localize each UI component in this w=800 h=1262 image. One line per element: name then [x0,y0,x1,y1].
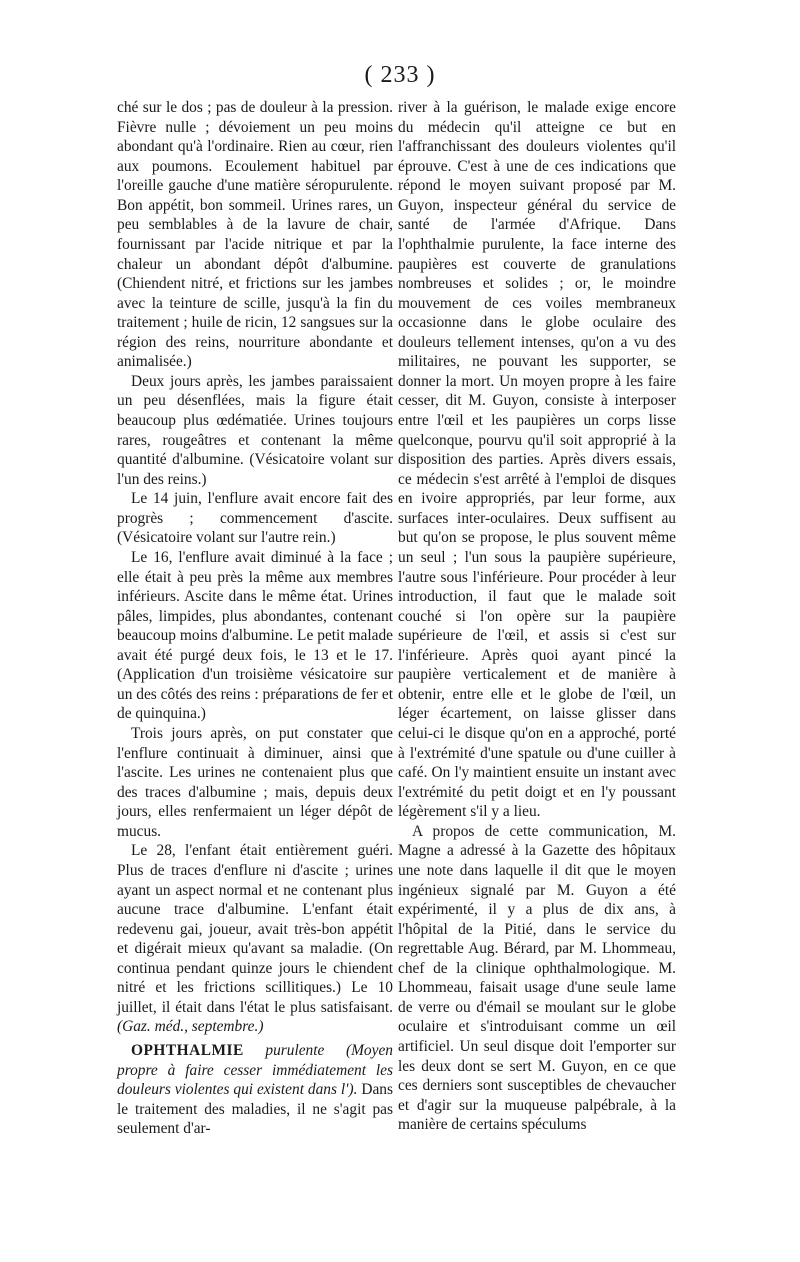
paragraph: Le 14 juin, l'enflure avait encore fait des progrès ; commencement d'ascite. (Vésicatoire volant sur l'autre rein.) [117,490,393,547]
paragraph: Deux jours après, les jambes paraissaient un peu désenflées, mais la figure était beaucoup plus œdématiée. Urines toujours rares, rougeâtres et contenant la même quantité d'albumine. (Vésicatoire volant sur l'un des reins.) [117,372,393,488]
section-heading: OPHTHALMIE [131,1042,244,1059]
page-number: ( 233 ) [364,62,436,88]
paragraph: Trois jours après, on put constater que l'enflure continuait à diminuer, ainsi que l'ascite. Les urines ne contenaient plus que des traces d'albumine ; mais, depuis deux jours, elles renfermaient un léger dépôt de mucus. [117,725,393,840]
citation: (Gaz. méd., septembre.) [117,1018,264,1036]
paragraph: river à la guérison, le malade exige encore du médecin qu'il atteigne ce but en l'affranchissant des douleurs violentes qu'il éprouve. C'est à une de ces indications que répond le moyen suivant proposé par M. Guyon, inspecteur général du service de santé de l'armée d'Afrique. Dans l'ophthalmie purulente, la face interne des paupières est couverte de granulations nombreuses et solides ; or, le moindre mouvement de ces voiles membraneux occasionne dans le globe oculaire des douleurs tellement intenses, qu'on a vu des militaires, ne pouvant les supporter, se donner la mort. Un moyen propre à les faire cesser, dit M. Guyon, consiste à interposer entre l'œil et les paupières un corps lisse quelconque, pourvu qu'il soit approprié à la disposition des parties. Après divers essais, ce médecin s'est arrêté à l'emploi de disques en ivoire appropriés, par leur forme, aux surfaces inter-oculaires. Deux suffisent au but qu'on se propose, le plus souvent même un seul ; l'un sous la paupière supérieure, l'autre sous l'inférieure. Pour procéder à leur introduction, il faut que le malade soit couché si l'on opère sur la paupière supérieure de l'œil, et assis si c'est sur l'inférieure. Après quoi ayant pincé la paupière verticalement et de manière à obtenir, entre elle et le globe de l'œil, un léger écartement, on laisse glisser dans celui-ci le disque qu'on en a approché, porté à l'extrémité d'une spatule ou d'une cuiller à café. On l'y maintient ensuite un instant avec l'extrémité du petit doigt et en l'y poussant légèrement s'il y a lieu. [398,99,676,821]
right-column [398,98,676,1135]
section-entry [117,1041,393,1139]
paragraph: Le 16, l'enflure avait diminué à la face ; elle était à peu près la même aux membres inférieurs. Ascite dans le même état. Urines pâles, limpides, plus abondantes, contenant beaucoup moins d'albumine. Le petit malade avait été purgé deux fois, le 13 et le 17. (Application d'un troisième vésicatoire sur un des côtés des reins : préparations de fer et de quinquina.) [117,548,393,723]
paragraph: ché sur le dos ; pas de douleur à la pression. Fièvre nulle ; dévoiement un peu moins abondant qu'à l'ordinaire. Rien au cœur, rien aux poumons. Ecoulement habituel par l'oreille gauche d'une matière séropurulente. Bon appétit, bon sommeil. Urines rares, un peu semblables à de la lavure de chair, fournissant par l'acide nitrique et par la chaleur un abondant dépôt d'albumine. (Chiendent nitré, et frictions sur les jambes avec la teinture de scille, jusqu'à la fin du traitement ; huile de ricin, 12 sangsues sur la région des reins, nourriture abondante et animalisée.) [117,99,393,371]
paragraph-text: Le 28, l'enfant était entièrement guéri. Plus de traces d'enflure ni d'ascite ; urines ayant un aspect normal et ne contenant plus aucune trace d'albumine. L'enfant était redevenu gai, joueur, avait très-bon appétit et digérait mieux qu'avant sa maladie. (On continua pendant quinze jours le chiendent nitré et les frictions scillitiques.) Le 10 juillet, il était dans l'état le plus satisfaisant. [117,842,393,1016]
left-column [117,98,393,1139]
paragraph [117,841,393,1037]
section-text: Dans le traitement des maladies, il ne s'agit pas seulement d'ar- [117,1081,393,1138]
paragraph: A propos de cette communication, M. Magne a adressé à la Gazette des hôpitaux une note dans laquelle il dit que le moyen ingénieux signalé par M. Guyon a été expérimenté, il y a plus de dix ans, à l'hôpital de la Pitié, dans le service du regrettable Aug. Bérard, par M. Lhommeau, chef de la clinique ophthalmologique. M. Lhommeau, faisait usage d'une seule lame de verre ou d'émail se moulant sur le globe oculaire et s'introduisant comme un œil artificiel. Un seul disque doit l'emporter sur les deux dont se sert M. Guyon, en ce que ces derniers sont susceptibles de chevaucher et d'agir sur la muqueuse palpébrale, à la manière de certains spéculums [398,822,676,1134]
section-subtitle: purulente (Moyen propre à faire cesser immédiatement les douleurs violentes qui existent dans l'). [117,1042,393,1099]
